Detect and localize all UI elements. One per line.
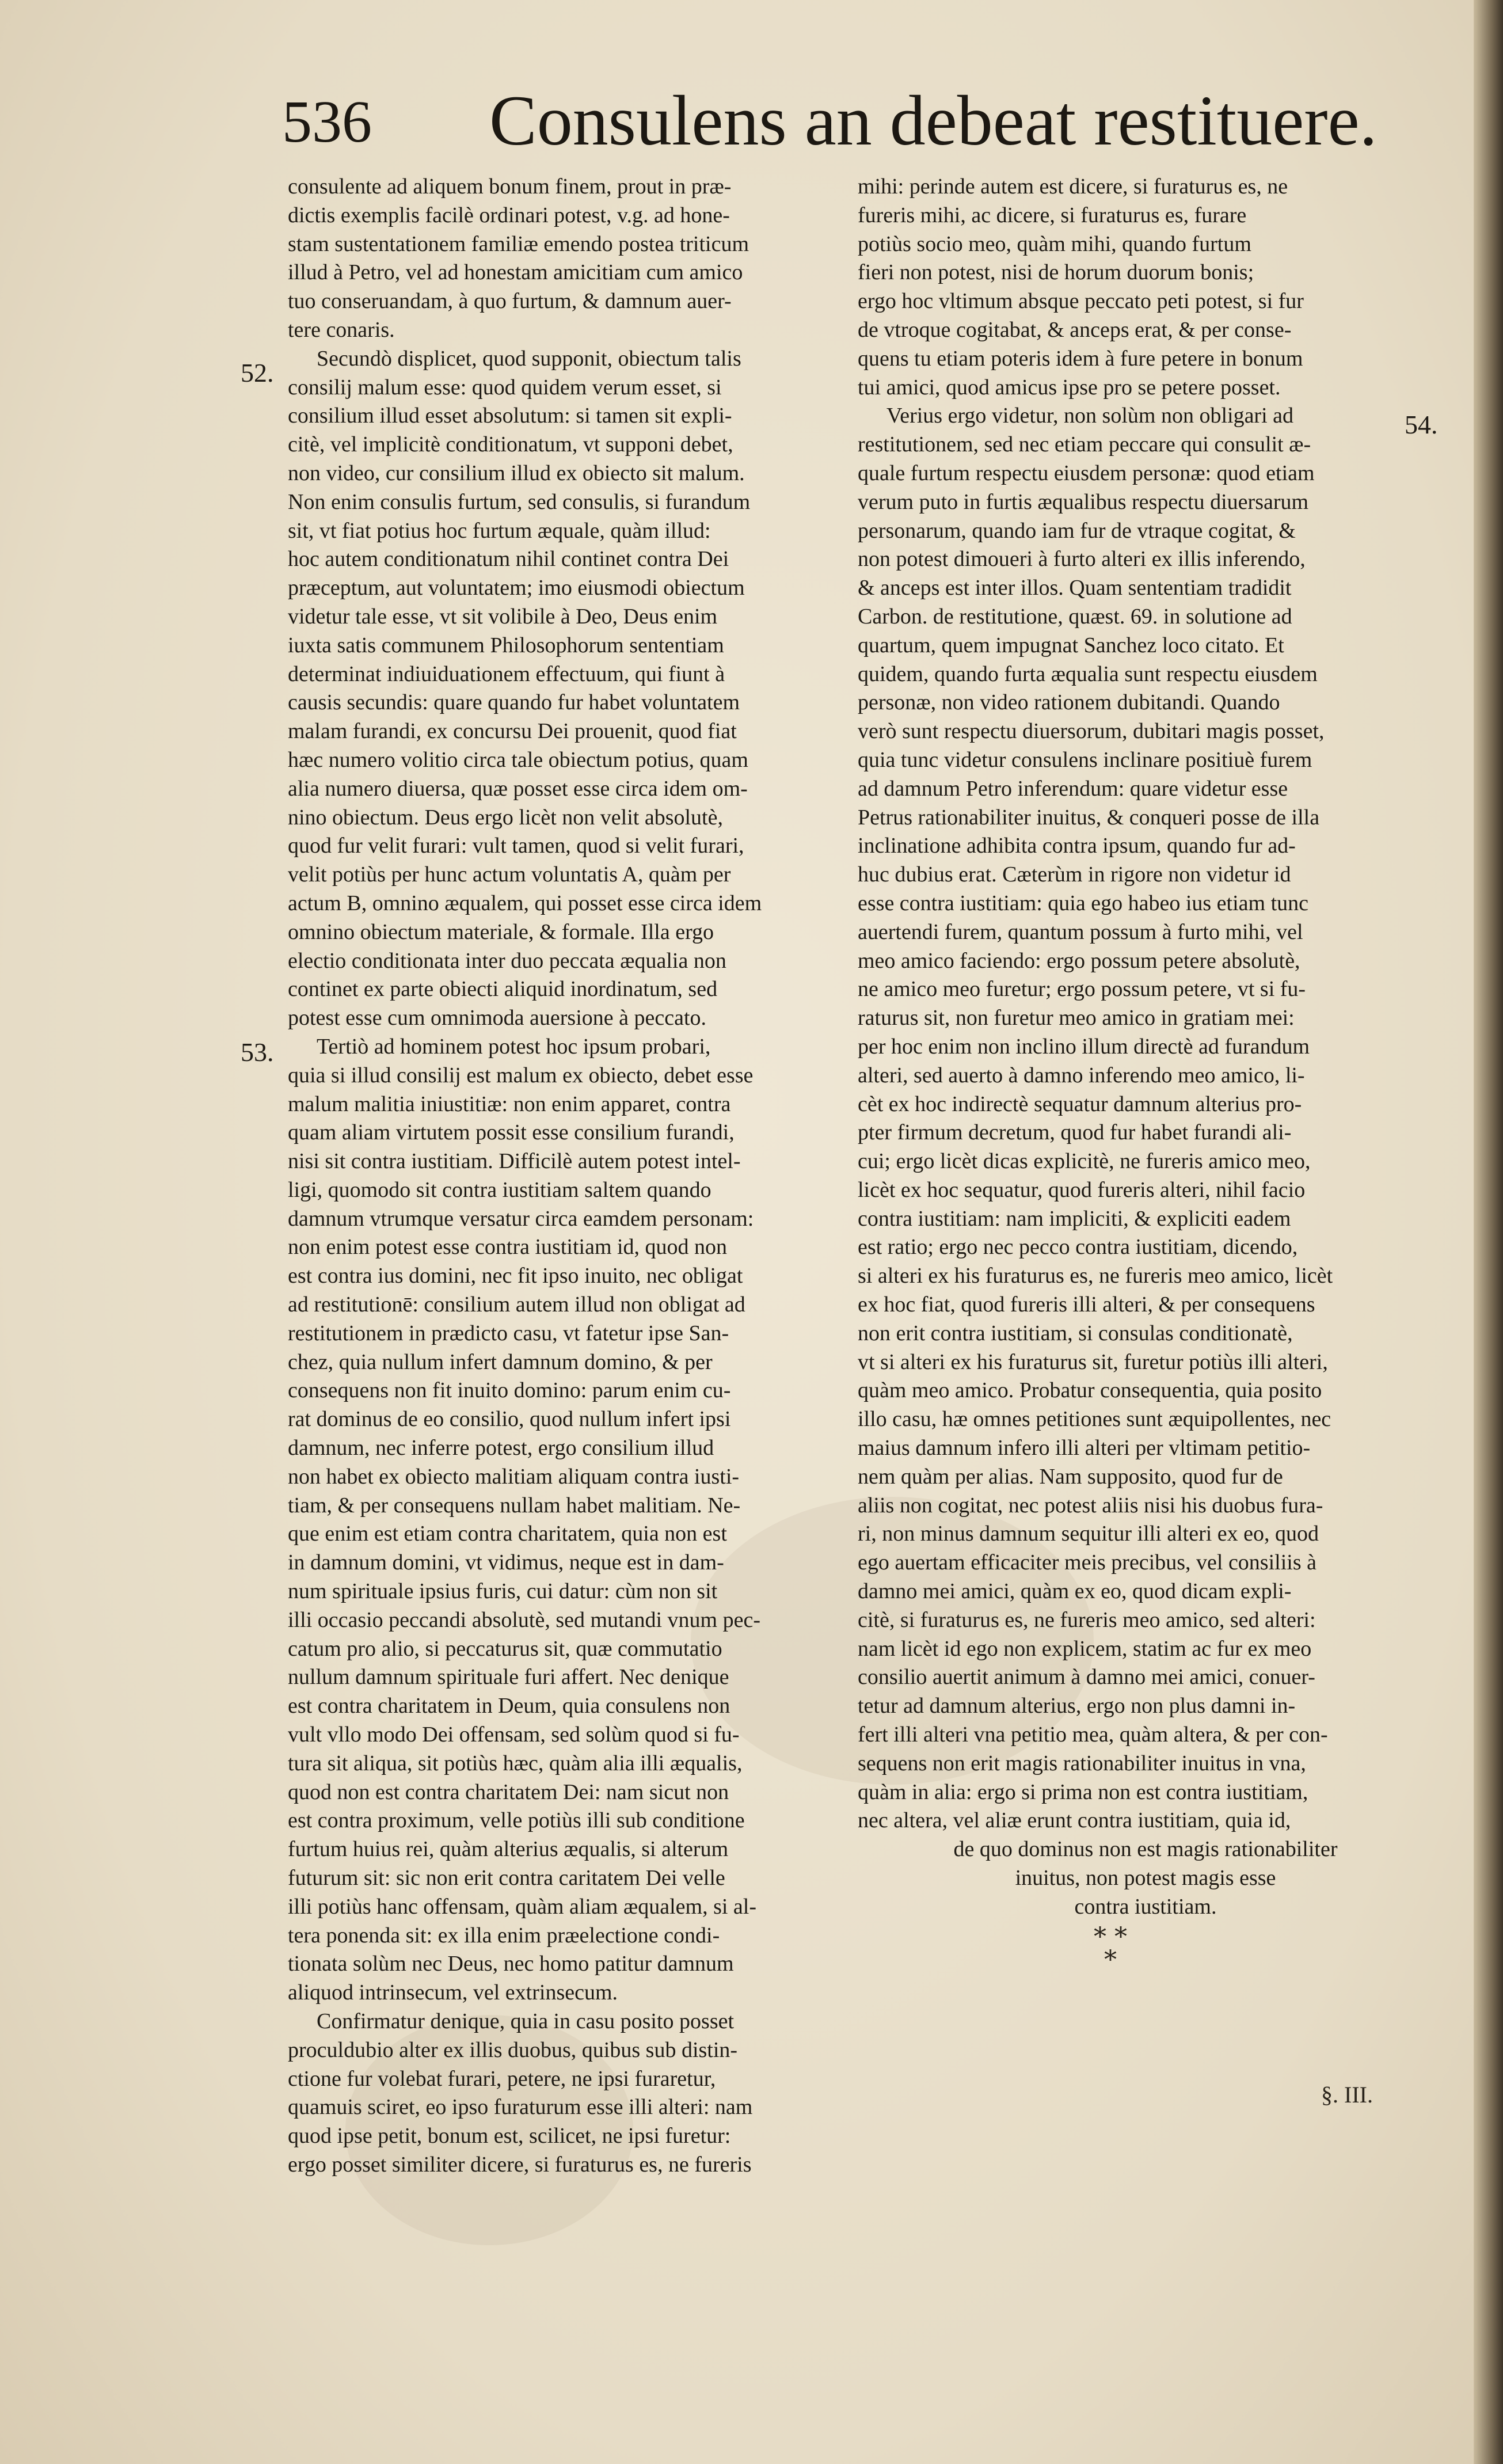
text-line: Petrus rationabiliter inuitus, & conqueri posse de illa xyxy=(858,805,1320,830)
text-line: Verius ergo videtur, non solùm non obligari ad xyxy=(886,404,1294,428)
text-line: est contra ius domini, nec fit ipso inuito, nec obligat xyxy=(288,1264,743,1288)
text-line: quartum, quem impugnat Sanchez loco citato. Et xyxy=(858,633,1284,657)
text-line: Carbon. de restitutione, quæst. 69. in solutione ad xyxy=(858,604,1292,629)
text-line: sit, vt fiat potius hoc furtum æquale, quàm illud: xyxy=(288,518,711,543)
text-line: sequens non erit magis rationabiliter inuitus in vna, xyxy=(858,1751,1306,1775)
text-line: Non enim consulis furtum, sed consulis, si furandum xyxy=(288,489,751,514)
text-line: num spirituale ipsius furis, cui datur: cùm non sit xyxy=(288,1579,718,1604)
text-line: quia tunc videtur consulens inclinare positiuè furem xyxy=(858,747,1312,772)
text-line: tere conaris. xyxy=(288,317,395,342)
text-line: quale furtum respectu eiusdem personæ: quod etiam xyxy=(858,461,1315,485)
text-line: pter firmum decretum, quod fur habet furandi ali- xyxy=(858,1120,1292,1145)
text-line: quam aliam virtutem possit esse consilium furandi, xyxy=(288,1120,735,1145)
text-line: illo casu, hæ omnes petitiones sunt æquipollentes, nec xyxy=(858,1407,1331,1432)
text-line: citè, vel implicitè conditionatum, vt supponi debet, xyxy=(288,432,733,457)
left-text-column xyxy=(288,173,840,2180)
text-line: furtum huius rei, quàm alterius æqualis, si alterum xyxy=(288,1837,729,1862)
end-ornament xyxy=(1094,1922,1127,1975)
text-line: consilij malum esse: quod quidem verum esset, si xyxy=(288,375,722,400)
catchword: §. III. xyxy=(1321,2082,1373,2108)
text-line: restitutionem in prædicto casu, vt fatetur ipse San- xyxy=(288,1321,729,1345)
text-line: raturus sit, non furetur meo amico in gratiam mei: xyxy=(858,1006,1295,1031)
text-line: illud à Petro, vel ad honestam amicitiam cum amico xyxy=(288,260,743,285)
text-line: huc dubius erat. Cæterùm in rigore non videtur id xyxy=(858,862,1291,887)
text-line: consequens non fit inuito domino: parum enim cu- xyxy=(288,1378,731,1403)
text-line: personæ, non video rationem dubitandi. Quando xyxy=(858,690,1280,715)
text-line: meo amico faciendo: ergo possum petere absolutè, xyxy=(858,948,1300,973)
text-line: consilium illud esset absolutum: si tamen sit expli- xyxy=(288,404,732,428)
text-line: verò sunt respectu diuersorum, dubitari magis posset, xyxy=(858,719,1325,744)
text-line: hoc autem conditionatum nihil continet contra Dei xyxy=(288,547,729,572)
text-line: quod non est contra charitatem Dei: nam sicut non xyxy=(288,1779,729,1804)
text-line: quidem, quando furta æqualia sunt respectu eiusdem xyxy=(858,661,1318,686)
page-header xyxy=(276,81,1378,173)
text-line: ergo posset similiter dicere, si furaturus es, ne fureris xyxy=(288,2152,752,2177)
text-line: cui; ergo licèt dicas explicitè, ne fureris amico meo, xyxy=(858,1149,1311,1174)
right-text-column xyxy=(858,173,1433,1922)
text-line: est contra proximum, velle potiùs illi sub conditione xyxy=(288,1808,745,1833)
text-line: dictis exemplis facilè ordinari potest, v.g. ad hone- xyxy=(288,203,730,227)
text-line: de quo dominus non est magis rationabiliter xyxy=(953,1837,1338,1862)
text-line: damnum vtrumque versatur circa eamdem personam: xyxy=(288,1206,754,1231)
text-line: consilio auertit animum à damno mei amici, conuer- xyxy=(858,1665,1315,1690)
text-line: alteri, sed auerto à damno inferendo meo amico, li- xyxy=(858,1063,1305,1087)
text-line: velit potiùs per hunc actum voluntatis A, quàm per xyxy=(288,862,731,887)
text-line: ad restitutionē: consilium autem illud non obligat ad xyxy=(288,1292,745,1317)
text-line: malam furandi, ex concursu Dei prouenit, quod fiat xyxy=(288,719,737,744)
text-line: non enim potest esse contra iustitiam id, quod non xyxy=(288,1235,728,1260)
text-line: illi occasio peccandi absolutè, sed mutandi vnum pec- xyxy=(288,1607,760,1632)
page-number: 536 xyxy=(282,89,372,155)
text-line: determinat indiuiduationem effectuum, qui fiunt à xyxy=(288,661,725,686)
text-line: omnino obiectum materiale, & formale. Illa ergo xyxy=(288,919,714,944)
text-line: inuitus, non potest magis esse xyxy=(1015,1866,1276,1891)
text-line: non habet ex obiecto malitiam aliquam contra iusti- xyxy=(288,1464,740,1489)
text-line: rat dominus de eo consilio, quod nullum infert ipsi xyxy=(288,1407,731,1432)
text-line: tiam, & per consequens nullam habet malitiam. Ne- xyxy=(288,1493,741,1518)
text-line: quàm meo amico. Probatur consequentia, quia posito xyxy=(858,1378,1322,1403)
text-line: aliquod intrinsecum, vel extrinsecum. xyxy=(288,1980,618,2005)
text-line: personarum, quando iam fur de vtraque cogitat, & xyxy=(858,518,1296,543)
text-line: tui amici, quod amicus ipse pro se petere posset. xyxy=(858,375,1281,400)
ornament-asterisks: * * * xyxy=(1094,1922,1127,1975)
text-line: iuxta satis communem Philosophorum sententiam xyxy=(288,633,724,657)
text-line: malum malitia iniustitiæ: non enim apparet, contra xyxy=(288,1092,731,1116)
text-line: contra iustitiam: nam impliciti, & expliciti eadem xyxy=(858,1206,1291,1231)
text-line: nino obiectum. Deus ergo licèt non velit absolutè, xyxy=(288,805,723,830)
text-line: inclinatione adhibita contra ipsum, quando fur ad- xyxy=(858,834,1296,858)
text-line: per hoc enim non inclino illum directè ad furandum xyxy=(858,1034,1310,1059)
text-line: potest esse cum omnimoda auersione à peccato. xyxy=(288,1006,707,1031)
text-line: ergo hoc vltimum absque peccato peti potest, si fur xyxy=(858,289,1304,314)
text-line: auertendi furem, quantum possum à furto mihi, vel xyxy=(858,919,1303,944)
text-line: hæc numero volitio circa tale obiectum potius, quam xyxy=(288,747,748,772)
margin-number-52: 52. xyxy=(241,358,274,387)
text-line: quia si illud consilij est malum ex obiecto, debet esse xyxy=(288,1063,754,1087)
text-line: de vtroque cogitabat, & anceps erat, & per conse- xyxy=(858,317,1292,342)
text-line: non erit contra iustitiam, si consulas conditionatè, xyxy=(858,1321,1293,1345)
text-line: alia numero diuersa, quæ posset esse circa idem om- xyxy=(288,776,748,801)
text-line: continet ex parte obiecti aliquid inordinatum, sed xyxy=(288,977,718,1002)
text-line: nem quàm per alias. Nam supposito, quod fur de xyxy=(858,1464,1283,1489)
page-edge-shadow xyxy=(1474,0,1503,2464)
text-line: esse contra iustitiam: quia ego habeo ius etiam tunc xyxy=(858,891,1309,915)
text-line: ad damnum Petro inferendum: quare videtur esse xyxy=(858,776,1288,801)
text-line: actum B, omnino æqualem, qui posset esse circa idem xyxy=(288,891,762,915)
text-line: non potest dimoueri à furto alteri ex illis inferendo, xyxy=(858,547,1306,572)
text-line: quàm in alia: ergo si prima non est contra iustitiam, xyxy=(858,1779,1308,1804)
text-line: videtur tale esse, vt sit volibile à Deo, Deus enim xyxy=(288,604,718,629)
margin-number-54: 54. xyxy=(1405,410,1438,439)
text-line: vult vllo modo Dei offensam, sed solùm quod si fu- xyxy=(288,1722,740,1747)
text-line: ligi, quomodo sit contra iustitiam saltem quando xyxy=(288,1177,711,1202)
text-line: fieri non potest, nisi de horum duorum bonis; xyxy=(858,260,1254,285)
running-title: Consulens an debeat restituere. xyxy=(489,81,1378,160)
text-line: proculdubio alter ex illis duobus, quibus sub distin- xyxy=(288,2037,738,2062)
text-line: citè, si furaturus es, ne fureris meo amico, sed alteri: xyxy=(858,1607,1316,1632)
text-line: aliis non cogitat, nec potest aliis nisi his duobus fura- xyxy=(858,1493,1323,1518)
text-line: & anceps est inter illos. Quam sententiam tradidit xyxy=(858,576,1292,600)
text-line: ego auertam efficaciter meis precibus, vel consiliis à xyxy=(858,1550,1316,1575)
text-line: nam licèt id ego non explicem, statim ac fur ex meo xyxy=(858,1636,1312,1661)
text-line: nec altera, vel aliæ erunt contra iustitiam, quia id, xyxy=(858,1808,1291,1833)
text-line: licèt ex hoc sequatur, quod fureris alteri, nihil facio xyxy=(858,1177,1306,1202)
text-line: in damnum domini, vt vidimus, neque est in dam- xyxy=(288,1550,724,1575)
margin-number-53: 53. xyxy=(241,1037,274,1067)
text-line: fert illi alteri vna petitio mea, quàm altera, & per con- xyxy=(858,1722,1328,1747)
text-line: quens tu etiam poteris idem à fure petere in bonum xyxy=(858,346,1303,371)
text-line: quod ipse petit, bonum est, scilicet, ne ipsi furetur: xyxy=(288,2124,731,2149)
text-line: potiùs socio meo, quàm mihi, quando furtum xyxy=(858,231,1251,256)
text-line: præceptum, aut voluntatem; imo eiusmodi obiectum xyxy=(288,576,745,600)
text-line: si alteri ex his furaturus es, ne fureris meo amico, licèt xyxy=(858,1264,1333,1288)
text-line: que enim est etiam contra charitatem, quia non est xyxy=(288,1522,727,1546)
text-line: contra iustitiam. xyxy=(1074,1894,1217,1919)
text-line: Tertiò ad hominem potest hoc ipsum probari, xyxy=(317,1034,711,1059)
text-line: ne amico meo furetur; ergo possum petere, vt si fu- xyxy=(858,977,1306,1002)
text-line: ri, non minus damnum sequitur illi alteri ex eo, quod xyxy=(858,1522,1319,1546)
text-line: tura sit aliqua, sit potiùs hæc, quàm alia illi æqualis, xyxy=(288,1751,743,1775)
text-line: nullum damnum spirituale furi affert. Nec denique xyxy=(288,1665,729,1690)
text-line: restitutionem, sed nec etiam peccare qui consulit æ- xyxy=(858,432,1311,457)
text-line: non video, cur consilium illud ex obiecto sit malum. xyxy=(288,461,745,485)
text-line: nisi sit contra iustitiam. Difficilè autem potest intel- xyxy=(288,1149,741,1174)
text-line: stam sustentationem familiæ emendo postea triticum xyxy=(288,231,749,256)
text-line: vt si alteri ex his furaturus sit, furetur potiùs illi alteri, xyxy=(858,1349,1328,1374)
text-line: Confirmatur denique, quia in casu posito posset xyxy=(317,2009,735,2033)
text-line: ctione fur volebat furari, petere, ne ipsi furaretur, xyxy=(288,2066,716,2091)
text-line: quod fur velit furari: vult tamen, quod si velit furari, xyxy=(288,834,744,858)
text-line: tuo conseruandam, à quo furtum, & damnum auer- xyxy=(288,289,732,314)
text-line: illi potiùs hanc offensam, quàm aliam æqualem, si al- xyxy=(288,1894,757,1919)
text-line: cèt ex hoc indirectè sequatur damnum alterius pro- xyxy=(858,1092,1302,1116)
text-line: maius damnum infero illi alteri per vltimam petitio- xyxy=(858,1436,1311,1461)
text-line: damno mei amici, quàm ex eo, quod dicam expli- xyxy=(858,1579,1292,1604)
text-line: chez, quia nullum infert damnum domino, & per xyxy=(288,1349,713,1374)
text-line: electio conditionata inter duo peccata æqualia non xyxy=(288,948,726,973)
text-line: damnum, nec inferre potest, ergo consilium illud xyxy=(288,1436,714,1461)
text-line: consulente ad aliquem bonum finem, prout in præ- xyxy=(288,174,732,199)
text-line: tionata solùm nec Deus, nec homo patitur damnum xyxy=(288,1952,734,1976)
text-line: futurum sit: sic non erit contra caritatem Dei velle xyxy=(288,1866,725,1891)
text-line: fureris mihi, ac dicere, si furaturus es, furare xyxy=(858,203,1247,227)
text-line: est contra charitatem in Deum, quia consulens non xyxy=(288,1694,730,1718)
text-line: causis secundis: quare quando fur habet voluntatem xyxy=(288,690,740,715)
text-line: verum puto in furtis æqualibus respectu diuersarum xyxy=(858,489,1309,514)
text-line: tetur ad damnum alterius, ergo non plus damni in- xyxy=(858,1694,1296,1718)
text-line: ex hoc fiat, quod fureris illi alteri, & per consequens xyxy=(858,1292,1315,1317)
text-line: Secundò displicet, quod supponit, obiectum talis xyxy=(317,346,741,371)
text-line: catum pro alio, si peccaturus sit, quæ commutatio xyxy=(288,1636,722,1661)
text-line: mihi: perinde autem est dicere, si furaturus es, ne xyxy=(858,174,1288,199)
text-line: est ratio; ergo nec pecco contra iustitiam, dicendo, xyxy=(858,1235,1298,1260)
text-line: quamuis sciret, eo ipso furaturum esse illi alteri: nam xyxy=(288,2095,753,2120)
text-line: tera ponenda sit: ex illa enim præelectione condi- xyxy=(288,1923,720,1948)
